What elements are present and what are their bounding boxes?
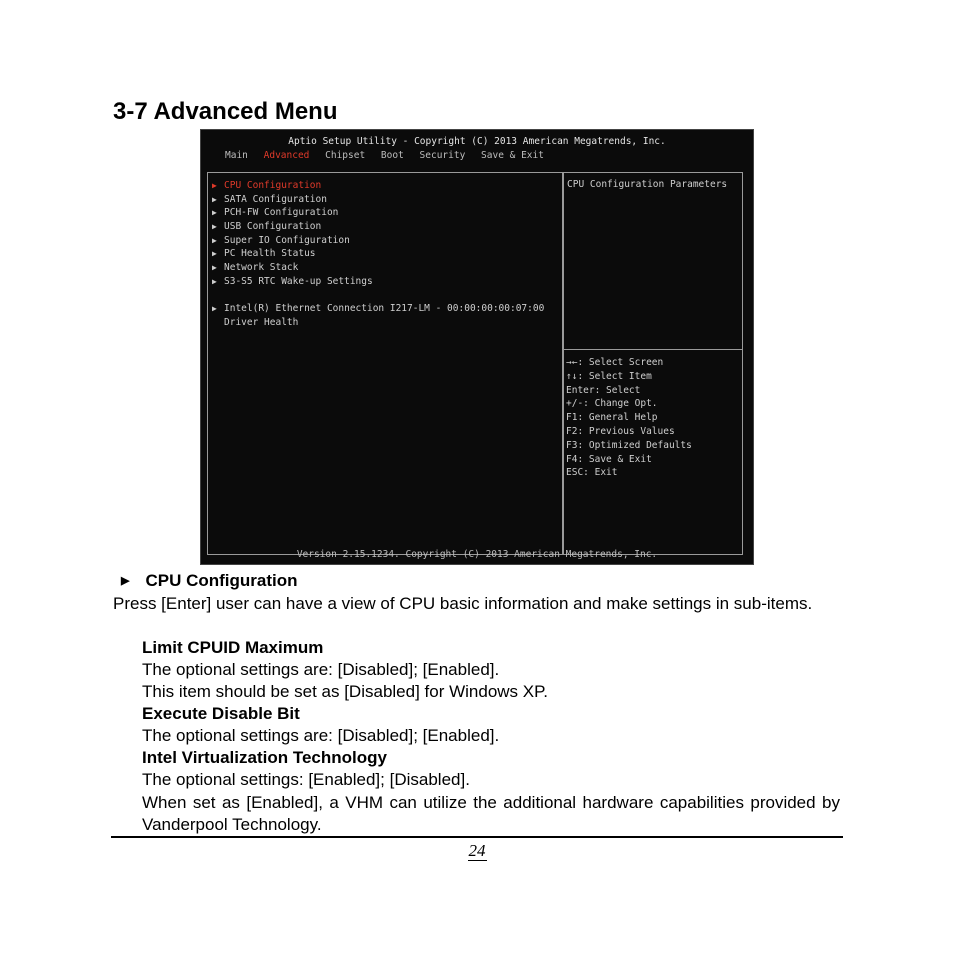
submenu-arrow-icon: ▶ — [212, 304, 217, 314]
bios-item-label: Network Stack — [224, 262, 299, 274]
page-number-text: 24 — [468, 841, 486, 860]
key-hint: →←: Select Screen — [566, 357, 664, 368]
submenu-arrow-icon: ▶ — [212, 249, 217, 259]
cpu-configuration-title: CPU Configuration — [145, 571, 298, 590]
bios-help-pane — [563, 172, 743, 555]
submenu-arrow-icon: ▶ — [212, 208, 217, 218]
limit-cpuid-options: The optional settings are: [Disabled]; [Enabled]. — [142, 660, 500, 679]
bios-item-network-stack[interactable] — [212, 261, 544, 275]
bios-menu-security[interactable]: Security — [419, 150, 466, 161]
bios-key-legend — [566, 356, 692, 480]
bios-item-sata-configuration[interactable] — [212, 193, 544, 207]
execute-disable-options: The optional settings are: [Disabled]; [Enabled]. — [142, 726, 500, 745]
bios-item-label: S3-S5 RTC Wake-up Settings — [224, 275, 373, 287]
bios-item-label: USB Configuration — [224, 221, 322, 233]
bios-menu-main[interactable]: Main — [225, 150, 248, 161]
bios-help-text: CPU Configuration Parameters — [567, 179, 728, 190]
virtualization-title: Intel Virtualization Technology — [142, 748, 387, 767]
key-hint: ↑↓: Select Item — [566, 370, 652, 382]
bios-item-label: Driver Health — [224, 316, 299, 328]
submenu-arrow-icon: ▶ — [212, 181, 217, 190]
bullet-arrow-icon: ▶ — [121, 575, 130, 587]
bios-menu-advanced[interactable]: Advanced — [263, 150, 310, 161]
limit-cpuid-title: Limit CPUID Maximum — [142, 638, 324, 657]
execute-disable-title: Execute Disable Bit — [142, 704, 300, 723]
bios-item-pc-health-status[interactable] — [212, 247, 544, 261]
bios-item-cpu-configuration[interactable] — [212, 179, 544, 193]
section-heading: 3-7 Advanced Menu — [113, 98, 338, 125]
key-hint: F2: Previous Values — [566, 425, 675, 437]
bios-item-pch-fw-configuration[interactable] — [212, 206, 544, 220]
bios-item-usb-configuration[interactable] — [212, 220, 544, 234]
key-hint: F3: Optimized Defaults — [566, 439, 692, 451]
submenu-arrow-icon: ▶ — [212, 222, 217, 232]
bios-item-spacer — [212, 289, 544, 303]
bios-menu-chipset[interactable]: Chipset — [325, 150, 366, 161]
bios-item-label: SATA Configuration — [224, 193, 327, 205]
submenu-arrow-icon: ▶ — [212, 276, 217, 286]
intro-paragraph: Press [Enter] user can have a view of CPU basic information and make settings in sub-items. — [113, 594, 813, 613]
key-hint: Enter: Select — [566, 384, 641, 396]
bios-item-label: PCH-FW Configuration — [224, 207, 339, 219]
submenu-arrow-icon: ▶ — [212, 194, 217, 204]
virtualization-options: The optional settings: [Enabled]; [Disabled]. — [142, 770, 470, 789]
bios-item-list — [212, 179, 544, 330]
bios-footer: Version 2.15.1234. Copyright (C) 2013 American Megatrends, Inc. — [296, 549, 658, 560]
bios-item-label: CPU Configuration — [224, 180, 322, 191]
bios-item-label: PC Health Status — [224, 248, 316, 260]
key-hint: ESC: Exit — [566, 467, 618, 479]
bios-item-label: Intel(R) Ethernet Connection I217-LM - 00:00:00:00:07:00 — [224, 303, 545, 315]
bios-screenshot — [200, 129, 754, 565]
bios-item-super-io-configuration[interactable] — [212, 234, 544, 248]
key-hint: F4: Save & Exit — [566, 453, 652, 465]
submenu-arrow-icon: ▶ — [212, 235, 217, 245]
bios-menu-bar — [225, 150, 554, 161]
virtualization-note: When set as [Enabled], a VHM can utilize the additional hardware capabilities provided by Vanderpool Technology. — [142, 793, 840, 834]
bios-item-driver-health[interactable] — [212, 316, 544, 330]
help-divider — [564, 349, 742, 350]
submenu-arrow-icon: ▶ — [212, 263, 217, 273]
bios-title: Aptio Setup Utility - Copyright (C) 2013 American Megatrends, Inc. — [288, 136, 666, 147]
bios-menu-save-exit[interactable]: Save & Exit — [481, 150, 544, 161]
cpu-configuration-heading — [121, 571, 298, 591]
key-hint: +/-: Change Opt. — [566, 398, 658, 410]
bios-item-label: Super IO Configuration — [224, 234, 350, 246]
bios-item-rtc-wake-up-settings[interactable] — [212, 275, 544, 289]
page-number — [0, 841, 954, 861]
key-hint: F1: General Help — [566, 412, 658, 424]
limit-cpuid-note: This item should be set as [Disabled] for Windows XP. — [142, 682, 548, 701]
bios-item-ethernet-connection[interactable] — [212, 302, 544, 316]
footer-rule — [111, 836, 843, 838]
bios-menu-boot[interactable]: Boot — [380, 150, 404, 161]
bios-item-pane — [207, 172, 563, 555]
